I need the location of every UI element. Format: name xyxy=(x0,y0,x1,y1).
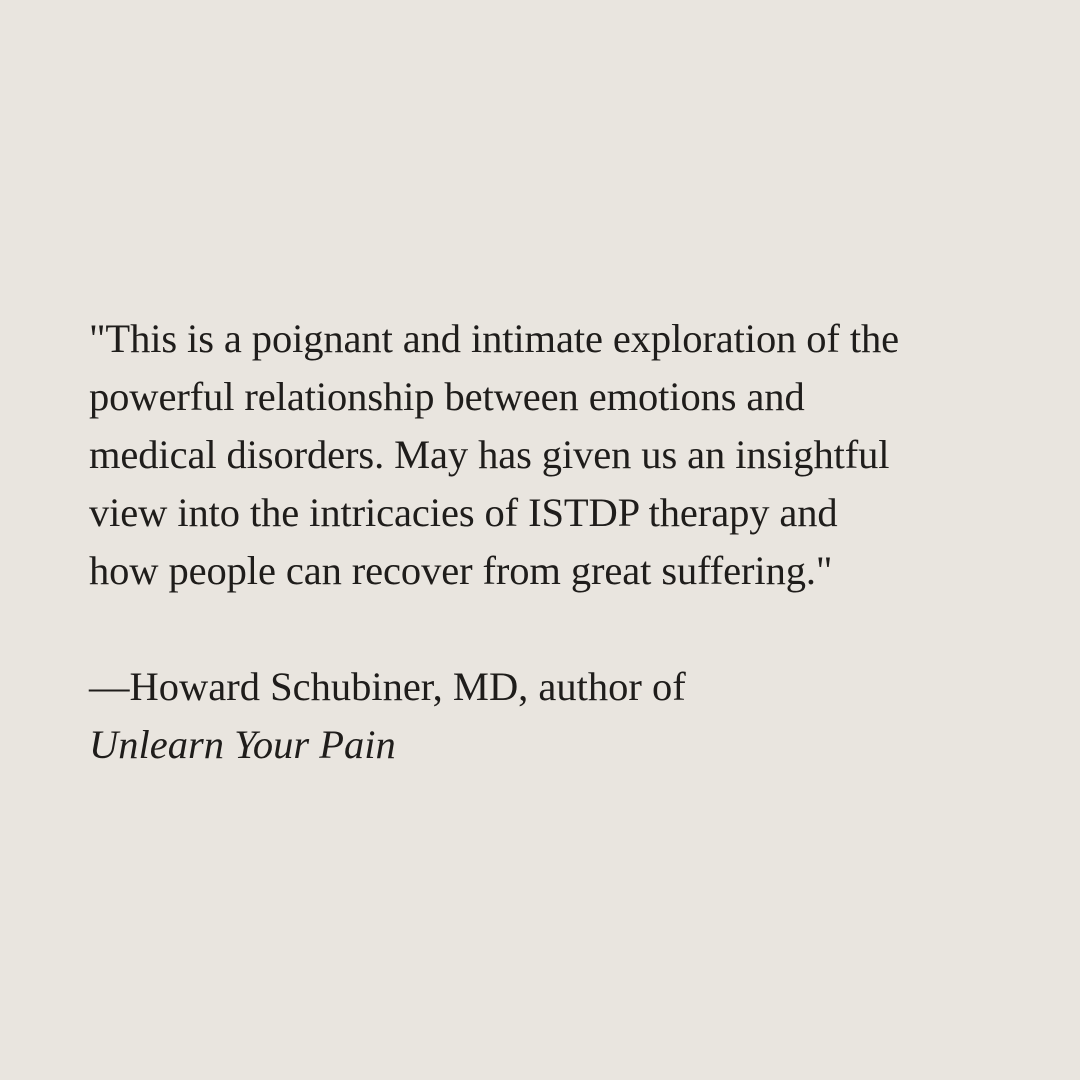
quote-text xyxy=(89,310,1009,600)
quote-line: "This is a poignant and intimate exploration of the xyxy=(89,316,900,361)
quote-line: view into the intricacies of ISTDP therapy and xyxy=(89,490,838,535)
attribution xyxy=(89,658,1009,774)
quote-line: medical disorders. May has given us an insightful xyxy=(89,432,890,477)
author-byline: —Howard Schubiner, MD, author of xyxy=(89,664,686,709)
quote-line: how people can recover from great suffering." xyxy=(89,548,833,593)
book-title: Unlearn Your Pain xyxy=(89,722,396,767)
quote-line: powerful relationship between emotions and xyxy=(89,374,805,419)
testimonial xyxy=(89,310,1009,774)
